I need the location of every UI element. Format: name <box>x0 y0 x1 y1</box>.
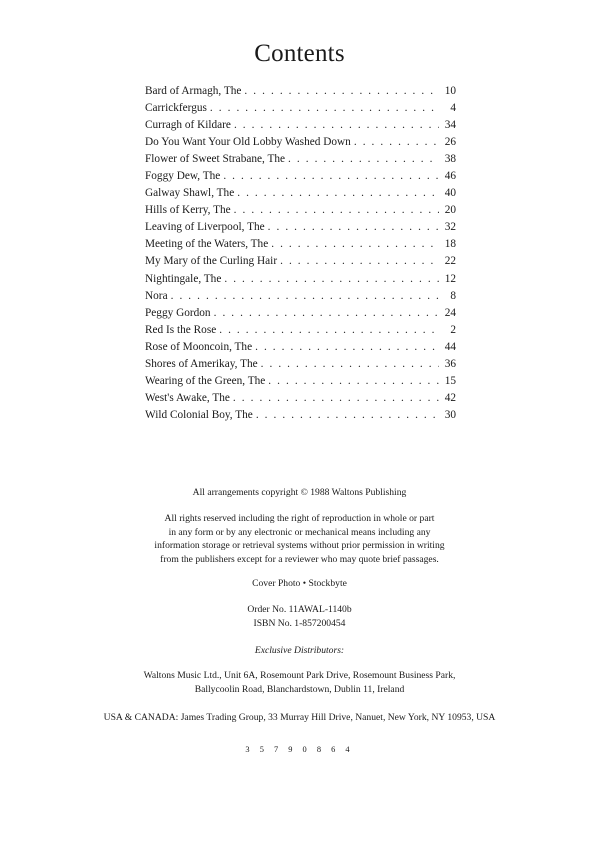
entry-title: Flower of Sweet Strabane, The <box>145 153 286 166</box>
entry-title: Carrickfergus <box>145 102 207 115</box>
contents-entry <box>145 219 456 236</box>
contents-entry <box>145 117 456 134</box>
entry-title: Wild Colonial Boy, The <box>145 408 253 421</box>
dot-leader <box>221 271 439 288</box>
entry-title: Foggy Dew, The <box>145 170 221 183</box>
dot-leader <box>216 322 439 339</box>
contents-entry <box>145 134 456 151</box>
dot-leader <box>231 117 439 134</box>
rights-line: All rights reserved including the right of reproduction in whole or part <box>164 513 435 524</box>
dot-leader <box>241 83 439 100</box>
dot-leader <box>207 100 439 117</box>
dot-leader <box>351 134 439 151</box>
entry-page: 10 <box>444 85 456 97</box>
dot-leader <box>220 168 439 185</box>
print-number: 3 5 7 9 0 8 6 4 <box>245 745 354 754</box>
contents-entry <box>145 185 456 202</box>
contents-entry <box>145 407 456 424</box>
dot-leader <box>230 390 439 407</box>
dot-leader <box>231 202 439 219</box>
entry-title: Nightingale, The <box>145 272 222 285</box>
page-title: Contents <box>254 40 345 67</box>
dot-leader <box>268 236 439 253</box>
order-info <box>0 603 599 630</box>
dot-leader <box>253 407 439 424</box>
cover-photo-credit: Cover Photo • Stockbyte <box>252 578 347 589</box>
entry-page: 8 <box>450 289 456 302</box>
dot-leader <box>252 339 439 356</box>
entry-title: Rose of Mooncoin, The <box>145 340 253 353</box>
entry-title: Curragh of Kildare <box>145 119 231 132</box>
dot-leader <box>258 356 439 373</box>
distributors-label: Exclusive Distributors: <box>254 645 345 656</box>
entry-page: 36 <box>444 357 456 370</box>
entry-title: West's Awake, The <box>145 391 230 404</box>
entry-page: 26 <box>444 136 456 149</box>
dot-leader <box>168 288 439 305</box>
entry-page: 15 <box>444 374 456 387</box>
dot-leader <box>265 219 439 236</box>
contents-entry <box>145 305 456 322</box>
rights-line: information storage or retrieval systems without prior permission in writing <box>154 540 445 552</box>
entry-title: Meeting of the Waters, The <box>145 238 269 251</box>
entry-title: Leaving of Liverpool, The <box>145 221 265 234</box>
rights-line: in any form or by any electronic or mechanical means including any <box>168 526 431 538</box>
contents-list <box>145 83 456 424</box>
dot-leader <box>211 305 439 322</box>
dot-leader <box>234 185 439 202</box>
contents-entry <box>145 202 456 219</box>
contents-entry <box>145 373 456 390</box>
contents-entry <box>145 151 456 168</box>
contents-entry <box>145 390 456 407</box>
entry-page: 46 <box>444 170 456 183</box>
entry-title: Galway Shawl, The <box>145 187 235 200</box>
order-number: Order No. 11AWAL-1140b <box>247 604 352 615</box>
contents-entry <box>145 322 456 339</box>
entry-page: 42 <box>444 391 456 404</box>
entry-page: 44 <box>444 340 456 353</box>
contents-entry <box>145 356 456 373</box>
dot-leader <box>277 253 439 270</box>
rights-statement <box>0 512 599 566</box>
dot-leader <box>285 151 439 168</box>
entry-page: 38 <box>444 153 456 166</box>
contents-entry <box>145 236 456 253</box>
usa-canada-distributor: USA & CANADA: James Trading Group, 33 Murray Hill Drive, Nanuet, New York, NY 10953, USA <box>103 712 496 723</box>
isbn-number: ISBN No. 1-857200454 <box>253 617 346 629</box>
entry-page: 2 <box>450 323 456 336</box>
dot-leader <box>265 373 439 390</box>
contents-entry <box>145 339 456 356</box>
entry-page: 34 <box>444 119 456 132</box>
entry-title: My Mary of the Curling Hair <box>145 255 278 268</box>
entry-page: 12 <box>444 272 456 285</box>
entry-page: 40 <box>444 187 456 200</box>
entry-page: 30 <box>444 408 456 421</box>
entry-page: 18 <box>444 238 456 251</box>
entry-title: Shores of Amerikay, The <box>145 357 258 370</box>
rights-line: from the publishers except for a reviewer who may quote brief passages. <box>160 553 439 565</box>
contents-entry <box>145 83 456 100</box>
contents-entry <box>145 168 456 185</box>
entry-title: Red Is the Rose <box>145 323 217 336</box>
entry-title: Do You Want Your Old Lobby Washed Down <box>145 136 351 149</box>
entry-title: Bard of Armagh, The <box>145 85 242 97</box>
entry-page: 4 <box>450 102 456 115</box>
distributor-address <box>0 669 599 696</box>
contents-entry <box>145 271 456 288</box>
contents-entry <box>145 253 456 270</box>
entry-page: 32 <box>444 221 456 234</box>
entry-page: 24 <box>444 306 456 319</box>
entry-title: Wearing of the Green, The <box>145 374 266 387</box>
entry-page: 20 <box>444 204 456 217</box>
address-line: Waltons Music Ltd., Unit 6A, Rosemount Park Drive, Rosemount Business Park, <box>143 670 456 681</box>
contents-entry <box>145 288 456 305</box>
contents-entry <box>145 100 456 117</box>
copyright-notice: All arrangements copyright © 1988 Waltons Publishing <box>192 487 407 498</box>
address-line: Ballycoolin Road, Blanchardstown, Dublin 11, Ireland <box>194 683 405 695</box>
entry-title: Hills of Kerry, The <box>145 204 231 217</box>
entry-title: Peggy Gordon <box>145 306 211 319</box>
entry-title: Nora <box>145 289 168 302</box>
entry-page: 22 <box>444 255 456 268</box>
